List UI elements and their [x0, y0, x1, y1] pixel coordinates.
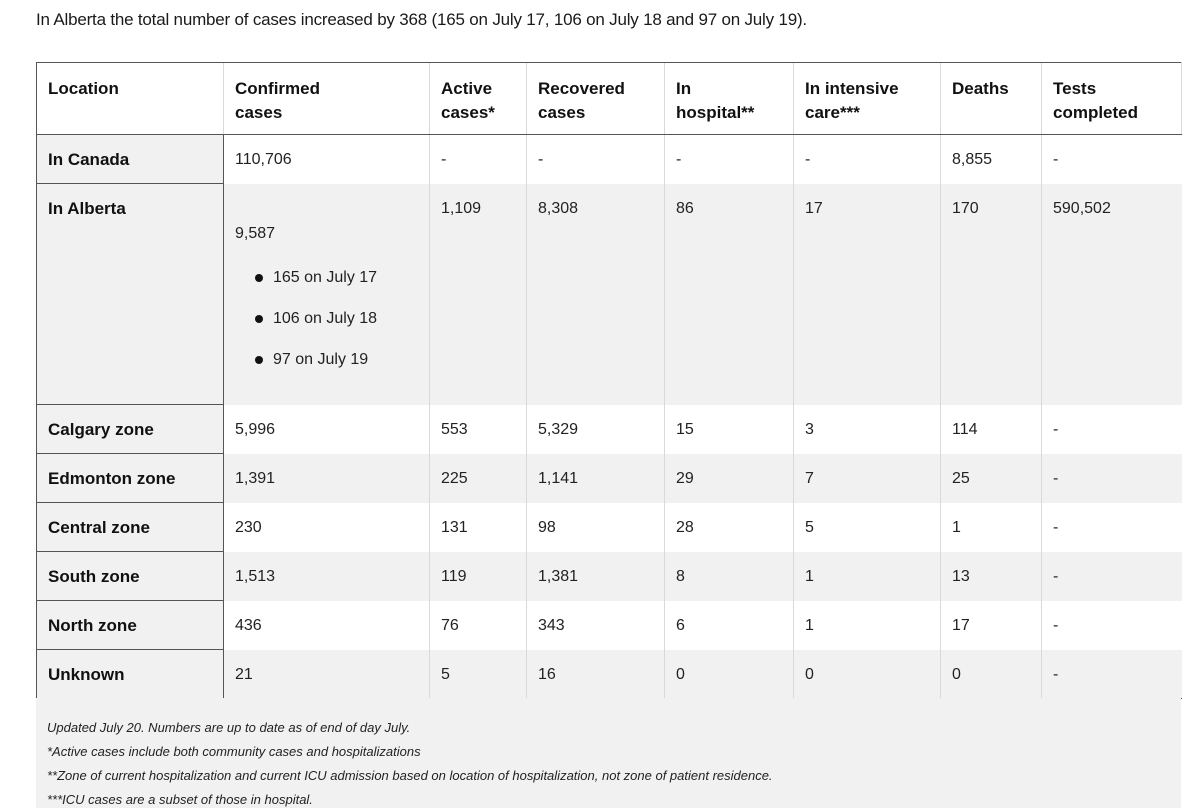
- header-label: care***: [805, 103, 860, 122]
- cell-icu: 3: [794, 405, 941, 454]
- row-location: Central zone: [37, 503, 224, 552]
- footnote-updated: Updated July 20. Numbers are up to date as of end of day July.: [47, 720, 411, 735]
- cell-active: 553: [430, 405, 527, 454]
- cell-active: 76: [430, 601, 527, 650]
- row-location: Calgary zone: [37, 405, 224, 454]
- table-row-unknown: [37, 650, 1182, 699]
- header-active: [430, 63, 527, 135]
- table-row-central: [37, 503, 1182, 552]
- cell-confirmed: 1,513: [224, 552, 430, 601]
- confirmed-total: 9,587: [235, 224, 276, 242]
- cell-hospital: 0: [665, 650, 794, 699]
- list-item-text: 165 on July 17: [273, 268, 378, 286]
- cell-recovered: -: [527, 135, 665, 184]
- cell-icu: 1: [794, 552, 941, 601]
- table-footnotes: [36, 698, 1181, 808]
- cell-hospital: -: [665, 135, 794, 184]
- cell-confirmed: 436: [224, 601, 430, 650]
- cell-icu: -: [794, 135, 941, 184]
- list-item-text: 106 on July 18: [273, 309, 378, 327]
- list-item-text: 97 on July 19: [273, 350, 369, 368]
- cell-hospital: 28: [665, 503, 794, 552]
- cell-recovered: 5,329: [527, 405, 665, 454]
- cell-tests: -: [1042, 601, 1182, 650]
- header-label: cases: [235, 103, 283, 122]
- cell-recovered: 343: [527, 601, 665, 650]
- bullet-icon: [255, 274, 263, 282]
- cell-icu: 5: [794, 503, 941, 552]
- header-label: completed: [1053, 103, 1139, 122]
- table-row-alberta: [37, 184, 1182, 405]
- intro-text: In Alberta the total number of cases increased by 368 (165 on July 17, 106 on July 18 and 97 on July 19).: [36, 10, 807, 29]
- header-location: [37, 63, 224, 135]
- cell-tests: -: [1042, 454, 1182, 503]
- cell-active: 225: [430, 454, 527, 503]
- row-location: North zone: [37, 601, 224, 650]
- list-item: [255, 309, 429, 329]
- cell-icu: 17: [794, 184, 941, 405]
- header-label: cases: [538, 103, 586, 122]
- footnote-hospital: **Zone of current hospitalization and current ICU admission based on location of hospitalization, not zone of patient residence.: [47, 768, 773, 783]
- header-label: hospital**: [676, 103, 755, 122]
- table-row-edmonton: [37, 454, 1182, 503]
- header-label: Active: [441, 79, 493, 98]
- cell-tests: -: [1042, 552, 1182, 601]
- cell-deaths: 25: [941, 454, 1042, 503]
- table-row-north: [37, 601, 1182, 650]
- cell-hospital: 29: [665, 454, 794, 503]
- cell-confirmed: 21: [224, 650, 430, 699]
- list-item: [255, 350, 429, 370]
- cell-confirmed: 5,996: [224, 405, 430, 454]
- cell-deaths: 8,855: [941, 135, 1042, 184]
- cases-table: [36, 62, 1182, 699]
- cell-confirmed: 1,391: [224, 454, 430, 503]
- header-label: Tests: [1053, 79, 1097, 98]
- footnote-icu: ***ICU cases are a subset of those in hospital.: [47, 792, 313, 807]
- header-deaths: [941, 63, 1042, 135]
- cell-hospital: 15: [665, 405, 794, 454]
- footnote-active: *Active cases include both community cases and hospitalizations: [47, 744, 421, 759]
- header-label: Recovered: [538, 79, 625, 98]
- cell-deaths: 114: [941, 405, 1042, 454]
- header-label: cases*: [441, 103, 495, 122]
- table-row-canada: [37, 135, 1182, 184]
- cases-table-container: [36, 62, 1181, 699]
- cell-active: 1,109: [430, 184, 527, 405]
- header-icu: [794, 63, 941, 135]
- cell-recovered: 8,308: [527, 184, 665, 405]
- cell-tests: -: [1042, 650, 1182, 699]
- header-location-label: Location: [48, 79, 119, 98]
- cell-icu: 1: [794, 601, 941, 650]
- list-item: [255, 268, 429, 288]
- cell-confirmed: 230: [224, 503, 430, 552]
- cell-hospital: 8: [665, 552, 794, 601]
- cell-deaths: 1: [941, 503, 1042, 552]
- header-label: In: [676, 79, 692, 98]
- cell-recovered: 16: [527, 650, 665, 699]
- cell-hospital: 86: [665, 184, 794, 405]
- row-location: South zone: [37, 552, 224, 601]
- row-location: In Alberta: [37, 184, 224, 405]
- cell-tests: 590,502: [1042, 184, 1182, 405]
- header-label: Deaths: [952, 79, 1009, 98]
- cell-active: 131: [430, 503, 527, 552]
- cell-deaths: 0: [941, 650, 1042, 699]
- cell-icu: 7: [794, 454, 941, 503]
- cell-icu: 0: [794, 650, 941, 699]
- cell-confirmed: [224, 184, 430, 405]
- cell-recovered: 1,141: [527, 454, 665, 503]
- row-location: Edmonton zone: [37, 454, 224, 503]
- header-hospital: [665, 63, 794, 135]
- cell-tests: -: [1042, 135, 1182, 184]
- cell-deaths: 13: [941, 552, 1042, 601]
- cell-confirmed: 110,706: [224, 135, 430, 184]
- table-row-south: [37, 552, 1182, 601]
- daily-breakdown-list: [235, 268, 429, 370]
- cell-deaths: 170: [941, 184, 1042, 405]
- row-location: Unknown: [37, 650, 224, 699]
- table-row-calgary: [37, 405, 1182, 454]
- header-label: In intensive: [805, 79, 899, 98]
- cell-recovered: 98: [527, 503, 665, 552]
- cell-active: 5: [430, 650, 527, 699]
- cell-tests: -: [1042, 405, 1182, 454]
- cell-active: -: [430, 135, 527, 184]
- header-label: Confirmed: [235, 79, 320, 98]
- header-recovered: [527, 63, 665, 135]
- bullet-icon: [255, 356, 263, 364]
- cell-recovered: 1,381: [527, 552, 665, 601]
- table-header-row: [37, 63, 1182, 135]
- header-confirmed: [224, 63, 430, 135]
- header-tests: [1042, 63, 1182, 135]
- cell-deaths: 17: [941, 601, 1042, 650]
- row-location: In Canada: [37, 135, 224, 184]
- cell-tests: -: [1042, 503, 1182, 552]
- cell-active: 119: [430, 552, 527, 601]
- cell-hospital: 6: [665, 601, 794, 650]
- bullet-icon: [255, 315, 263, 323]
